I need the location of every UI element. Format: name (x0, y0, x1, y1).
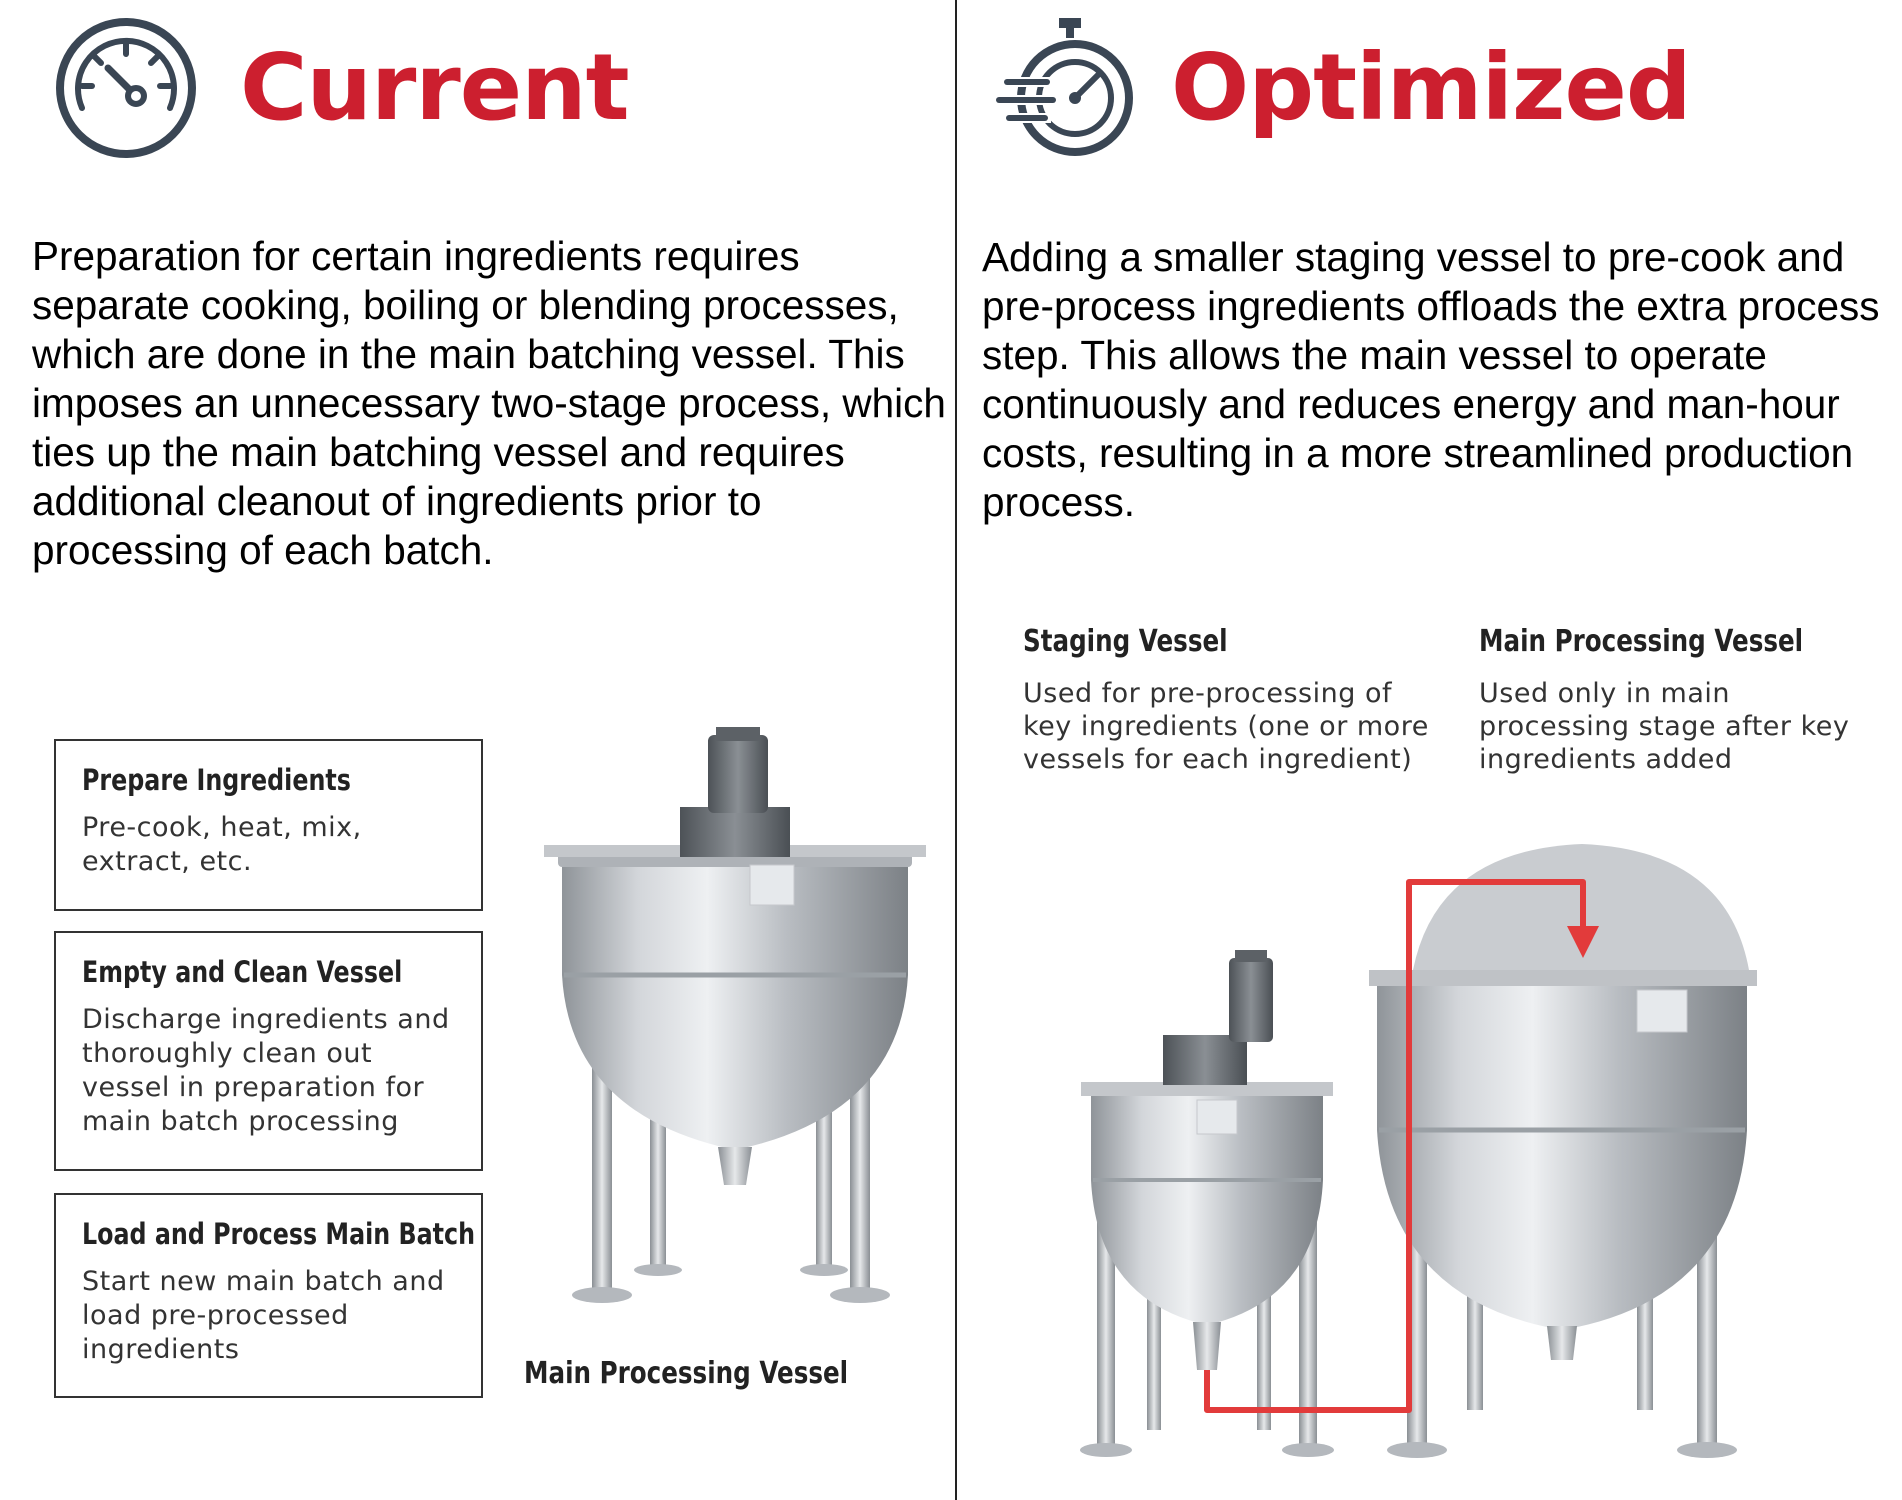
step-title: Prepare Ingredients (82, 763, 351, 797)
step-body: Start new main batch and load pre-processed ingredients (82, 1266, 445, 1365)
optimized-panel (957, 0, 1902, 1500)
step-body: Discharge ingredients and thoroughly clean out vessel in preparation for main batch processing (82, 1004, 450, 1137)
step-prepare-ingredients (54, 739, 483, 911)
stopwatch-fast-icon (995, 12, 1145, 162)
main-vessel-description: Used only in main processing stage after key ingredients added (1479, 678, 1850, 775)
vessel-caption: Main Processing Vessel (524, 1356, 849, 1391)
step-load-process-main-batch (54, 1193, 483, 1398)
main-processing-vessel-illustration (530, 715, 950, 1320)
current-description: Preparation for certain ingredients requires separate cooking, boiling or blending processes, which are done in the main batching vessel. This imposes an unnecessary two-stage process, which ties up the main batching vessel and requires additional cleanout of ingredients prior to processing of each batch. (32, 233, 946, 573)
speedometer-icon (52, 14, 200, 162)
staging-vessel-title: Staging Vessel (1023, 624, 1228, 659)
staging-and-main-vessel-illustration (1077, 830, 1877, 1480)
step-body: Pre-cook, heat, mix, extract, etc. (82, 812, 362, 877)
current-title: Current (240, 34, 629, 141)
main-vessel-title: Main Processing Vessel (1479, 624, 1804, 659)
optimized-description: Adding a smaller staging vessel to pre-cook and pre-process ingredients offloads the extra process step. This allows the main vessel to operate continuously and reduces energy and man-hour costs, resulting in a more streamlined production process. (982, 234, 1880, 525)
optimized-title: Optimized (1171, 34, 1691, 141)
step-empty-clean-vessel (54, 931, 483, 1171)
step-title: Empty and Clean Vessel (82, 955, 403, 989)
step-title: Load and Process Main Batch (82, 1217, 476, 1251)
staging-vessel-description: Used for pre-processing of key ingredients (one or more vessels for each ingredient) (1023, 678, 1429, 775)
